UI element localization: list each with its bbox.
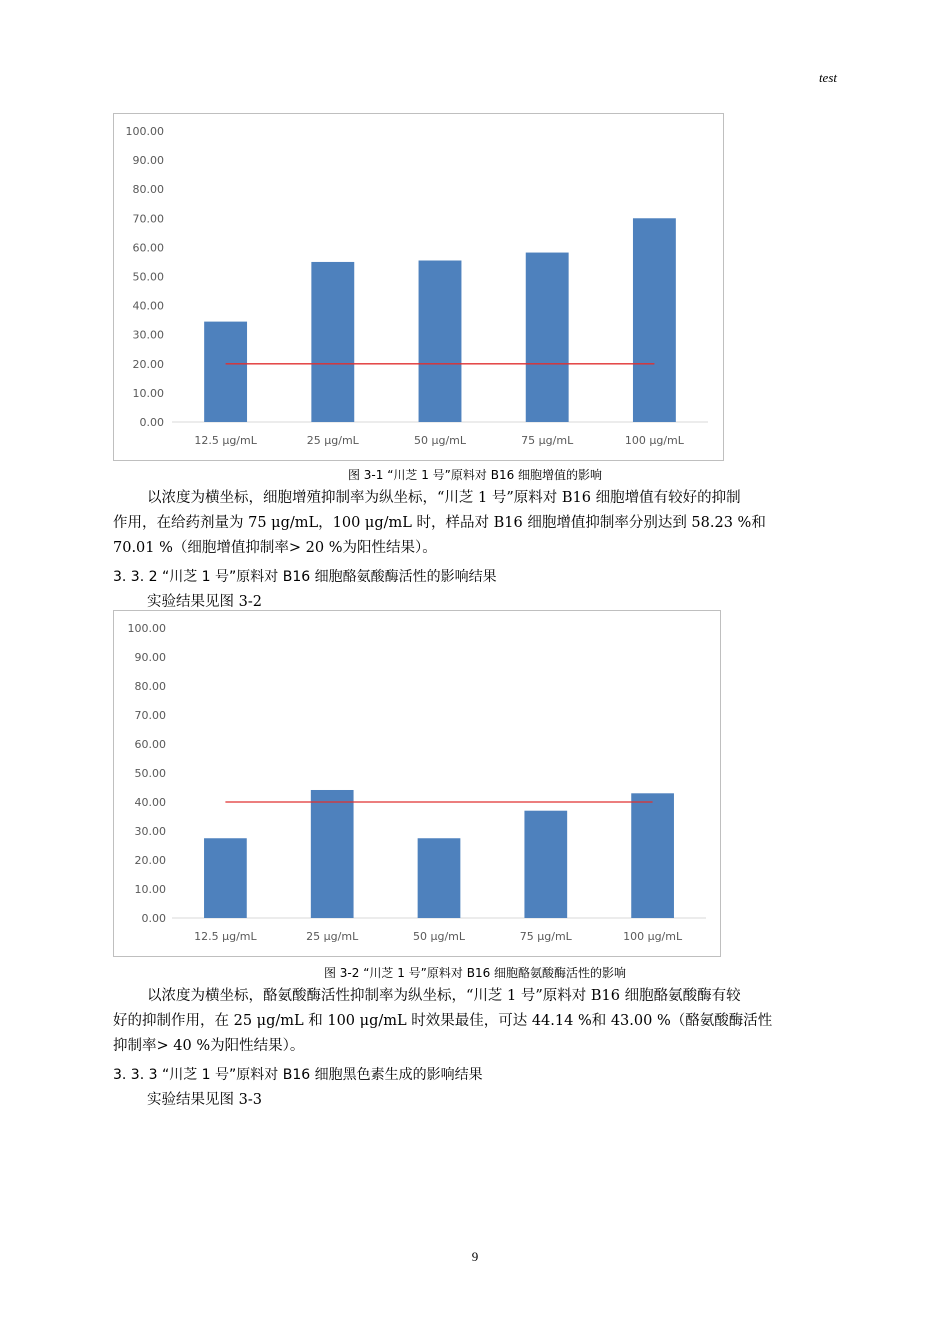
- y-tick-label: 10.00: [134, 883, 166, 896]
- result-reference-3-3: 实验结果见图 3-3: [147, 1092, 262, 1108]
- y-tick-label: 50.00: [134, 767, 166, 780]
- x-tick-label: 25 μg/mL: [306, 930, 359, 943]
- paragraph-results-3-2: [113, 984, 837, 1059]
- x-tick-label: 75 μg/mL: [521, 434, 574, 447]
- y-tick-label: 80.00: [134, 680, 166, 693]
- chart-3-2-svg: [114, 611, 722, 958]
- y-tick-label: 40.00: [132, 299, 164, 313]
- chart-3-1-svg: [114, 114, 725, 462]
- y-tick-label: 50.00: [132, 270, 164, 284]
- y-tick-label: 100.00: [125, 125, 164, 138]
- bar: [311, 790, 354, 918]
- header-label: test: [818, 70, 837, 85]
- section-heading-3-3-3: 3. 3. 3 “川芝 1 号”原料对 B16 细胞黑色素生成的影响结果: [113, 1067, 483, 1083]
- y-tick-label: 40.00: [134, 796, 166, 809]
- chart-3-2: [113, 610, 721, 957]
- paragraph-line: 以浓度为横坐标，酪氨酸酶活性抑制率为纵坐标，“川芝 1 号”原料对 B16 细胞酪氨酸酶有较: [147, 988, 741, 1004]
- paragraph-line: 作用，在给药剂量为 75 μg/mL，100 μg/mL 时，样品对 B16 细胞增值抑制率分别达到 58.23 %和: [113, 515, 766, 531]
- bar: [311, 262, 354, 422]
- y-tick-label: 0.00: [141, 912, 166, 925]
- y-tick-label: 20.00: [132, 357, 164, 371]
- x-tick-label: 12.5 μg/mL: [194, 434, 257, 447]
- y-tick-label: 90.00: [132, 154, 164, 168]
- x-tick-label: 100 μg/mL: [623, 930, 683, 943]
- result-reference-3-2: 实验结果见图 3-2: [147, 594, 262, 610]
- chart-3-1: [113, 113, 724, 461]
- y-tick-label: 70.00: [132, 212, 164, 226]
- paragraph-line: 好的抑制作用，在 25 μg/mL 和 100 μg/mL 时效果最佳，可达 44.14 %和 43.00 %（酪氨酸酶活性: [113, 1013, 773, 1029]
- bar: [204, 838, 247, 918]
- x-tick-label: 50 μg/mL: [413, 434, 467, 447]
- y-tick-label: 30.00: [132, 328, 164, 342]
- y-tick-label: 10.00: [132, 386, 164, 400]
- y-tick-label: 20.00: [134, 854, 166, 867]
- bar: [526, 253, 569, 422]
- x-tick-label: 100 μg/mL: [624, 434, 684, 447]
- section-heading-3-3-2: 3. 3. 2 “川芝 1 号”原料对 B16 细胞酪氨酸酶活性的影响结果: [113, 569, 497, 585]
- y-tick-label: 70.00: [134, 709, 166, 722]
- y-tick-label: 60.00: [132, 241, 164, 255]
- y-tick-label: 90.00: [134, 651, 166, 664]
- y-tick-label: 0.00: [139, 416, 164, 429]
- paragraph-line: 以浓度为横坐标，细胞增殖抑制率为纵坐标，“川芝 1 号”原料对 B16 细胞增值有较好的抑制: [147, 490, 741, 506]
- figure-caption-3-1: 图 3-1 “川芝 1 号”原料对 B16 细胞增值的影响: [347, 468, 603, 482]
- bar: [524, 811, 567, 918]
- bar: [419, 260, 462, 422]
- y-tick-label: 100.00: [127, 622, 166, 635]
- page-number: 9: [471, 1249, 479, 1264]
- figure-caption-3-2: 图 3-2 “川芝 1 号”原料对 B16 细胞酪氨酸酶活性的影响: [323, 966, 627, 980]
- y-tick-label: 80.00: [132, 183, 164, 197]
- x-tick-label: 25 μg/mL: [306, 434, 359, 447]
- bar: [204, 322, 247, 422]
- paragraph-results-3-1: [113, 486, 837, 561]
- x-tick-label: 12.5 μg/mL: [194, 930, 257, 943]
- x-tick-label: 75 μg/mL: [519, 930, 572, 943]
- paragraph-line: 抑制率> 40 %为阳性结果）。: [113, 1038, 305, 1054]
- paragraph-line: 70.01 %（细胞增值抑制率> 20 %为阳性结果）。: [113, 540, 437, 556]
- bar: [418, 838, 461, 918]
- y-tick-label: 30.00: [134, 825, 166, 838]
- y-tick-label: 60.00: [134, 738, 166, 751]
- bar: [631, 793, 674, 918]
- x-tick-label: 50 μg/mL: [412, 930, 466, 943]
- bar: [633, 218, 676, 422]
